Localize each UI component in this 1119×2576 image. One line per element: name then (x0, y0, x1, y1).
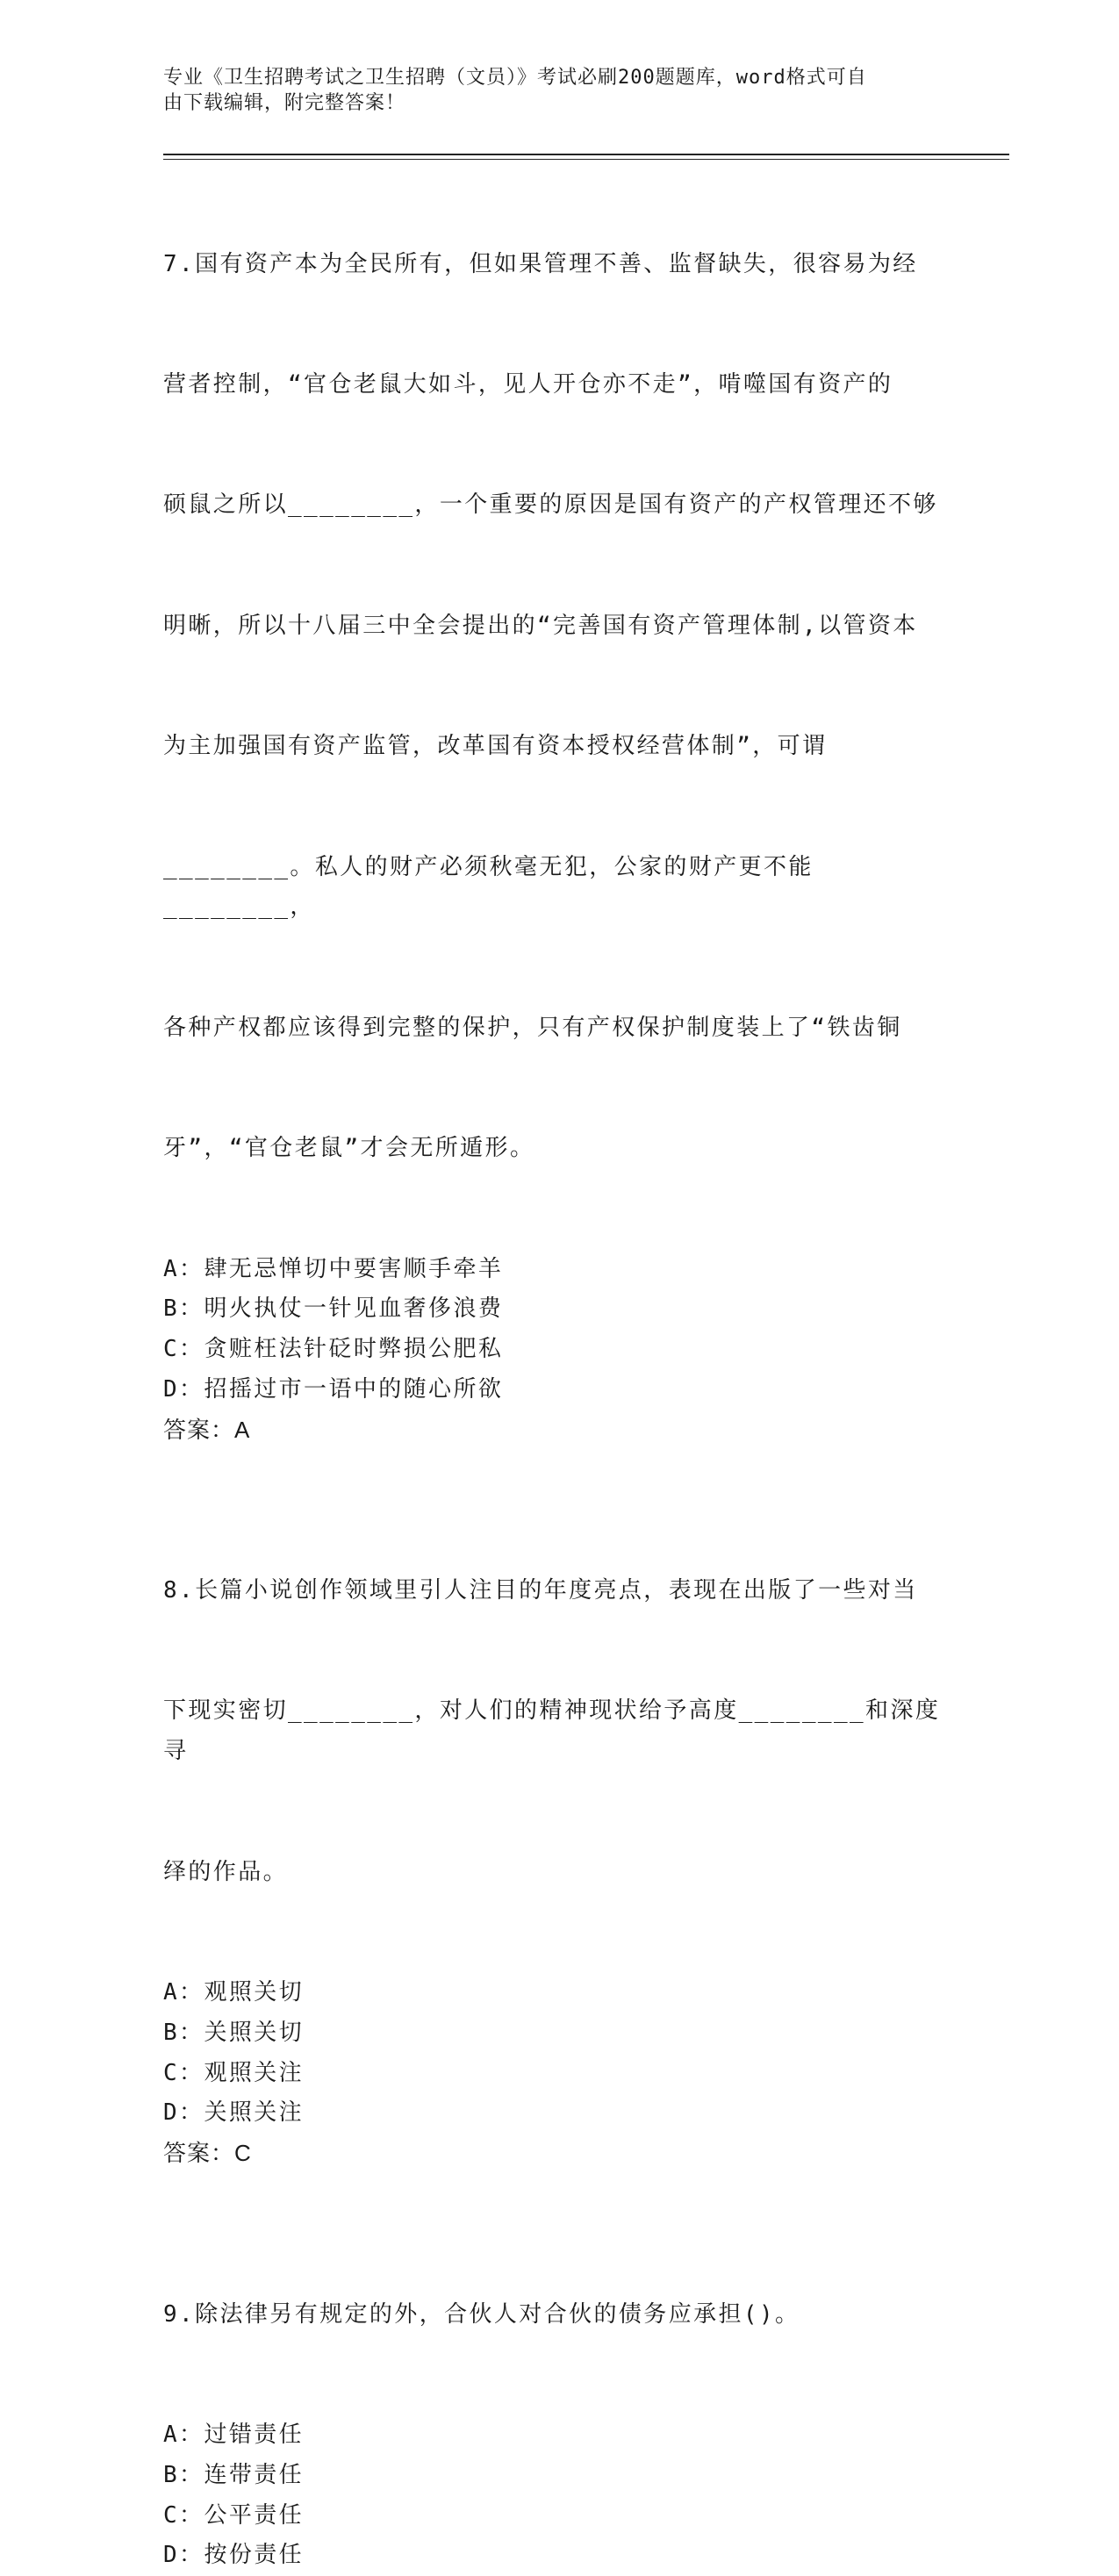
option-b: B：明火执仗一针见血奢侈浪费 (163, 1295, 504, 1323)
page-header (163, 65, 936, 116)
option-c: C：公平责任 (163, 2501, 305, 2529)
question-spacer (163, 1451, 944, 1491)
option-a: A：过错责任 (163, 2422, 305, 2449)
question-9 (163, 2214, 944, 2576)
option-b: B：连带责任 (163, 2461, 305, 2488)
stem-line: 8.长篇小说创作领域里引人注目的年度亮点，表现在出版了一些对当 (163, 1577, 918, 1604)
stem-line: ________。私人的财产必须秋毫无犯，公家的财产更不能________， (163, 853, 814, 921)
stem-line: 7.国有资产本为全民所有，但如果管理不善、监督缺失，很容易为经 (163, 250, 918, 277)
question-stem (163, 1491, 944, 1974)
stem-line: 各种产权都应该得到完整的保护，只有产权保护制度装上了“铁齿铜 (163, 1014, 902, 1041)
stem-line: 营者控制，“官仓老鼠大如斗，见人开仓亦不走”，啃噬国有资产的 (163, 370, 893, 398)
question-7 (163, 164, 944, 1451)
question-stem (163, 2214, 944, 2415)
stem-line: 明晰，所以十八届三中全会提出的“完善国有资产管理体制,以管资本 (163, 612, 918, 639)
option-c: C：贪赃枉法针砭时弊损公肥私 (163, 1336, 504, 1363)
question-spacer (163, 2174, 944, 2214)
stem-line: 绎的作品。 (163, 1858, 289, 1885)
answer-label: 答案：A (163, 1416, 251, 1443)
header-rule-thick (163, 154, 1009, 155)
stem-line: 硕鼠之所以________，一个重要的原因是国有资产的产权管理还不够 (163, 492, 938, 519)
answer-label: 答案：C (163, 2140, 252, 2167)
option-a: A：观照关切 (163, 1979, 305, 2006)
option-d: D：按份责任 (163, 2542, 305, 2569)
option-a: A：肆无忌惮切中要害顺手牵羊 (163, 1255, 504, 1282)
stem-line: 牙”，“官仓老鼠”才会无所遁形。 (163, 1135, 535, 1162)
header-line-1: 专业《卫生招聘考试之卫生招聘（文员）》考试必刷200题题库，word格式可自 (163, 67, 867, 89)
header-rule-thin (163, 159, 1009, 160)
stem-line: 9.除法律另有规定的外，合伙人对合伙的债务应承担()。 (163, 2300, 800, 2328)
option-c: C：观照关注 (163, 2059, 305, 2086)
option-d: D：关照关注 (163, 2099, 305, 2127)
question-stem (163, 164, 944, 1250)
option-d: D：招摇过市一语中的随心所欲 (163, 1375, 504, 1403)
option-b: B：关照关切 (163, 2019, 305, 2046)
stem-line: 为主加强国有资产监管，改革国有资本授权经营体制”，可谓 (163, 733, 828, 760)
stem-line: 下现实密切________，对人们的精神现状给予高度________和深度寻 (163, 1697, 941, 1765)
question-list (163, 164, 944, 2576)
header-line-2: 由下载编辑，附完整答案！ (163, 92, 406, 114)
question-8 (163, 1491, 944, 2175)
